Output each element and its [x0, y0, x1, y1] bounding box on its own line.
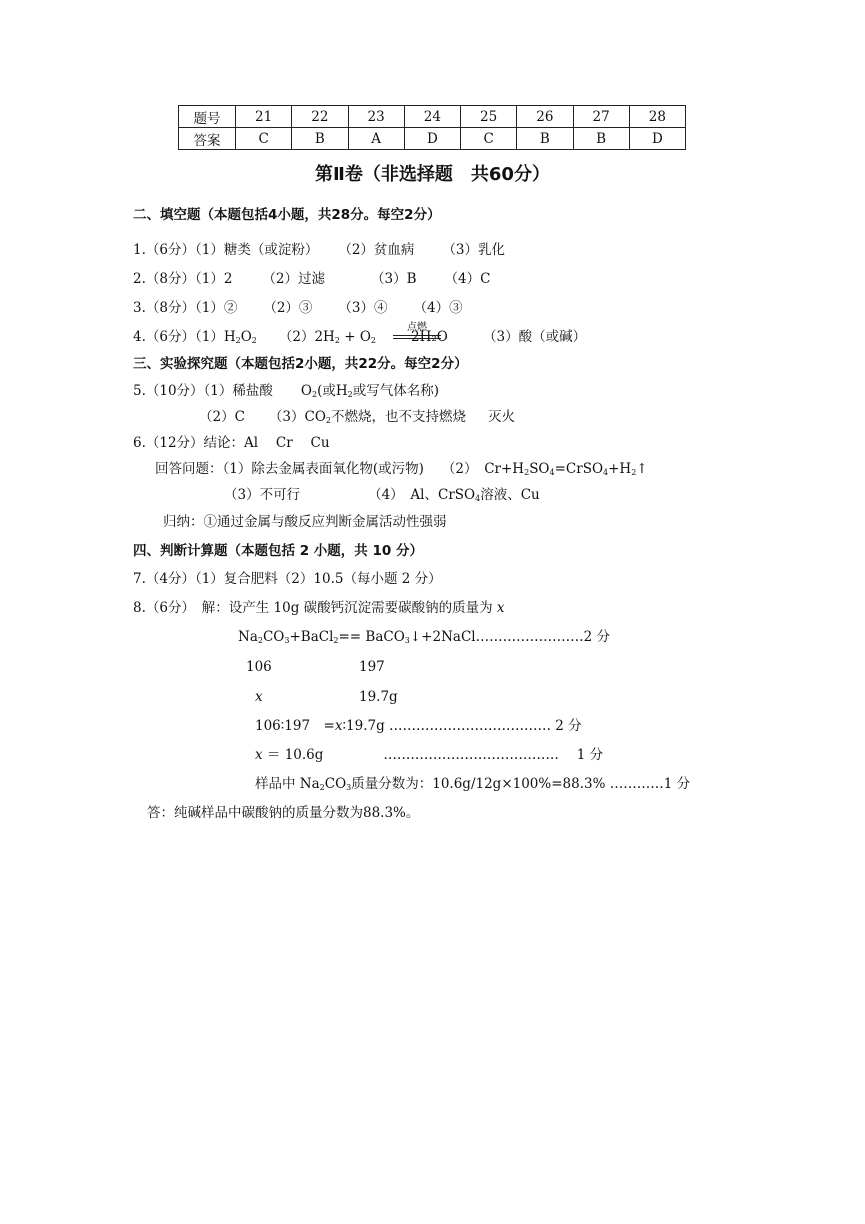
section-heading: 二、填空题（本题包括4小题，共28分。每空2分）: [133, 207, 441, 223]
answer-line-q6-3: （3）不可行 （4） Al、CrSO$_4$溶液、Cu: [224, 487, 540, 503]
reaction-product: 2H₂O: [411, 329, 448, 345]
table-cell: 28: [629, 106, 685, 128]
table-cell: D: [629, 128, 685, 150]
table-cell: 26: [517, 106, 573, 128]
percentage-line: 样品中 $Na_2CO_3$质量分数为：10.6g/12g×100%=88.3% …………1 分: [255, 776, 691, 792]
table-cell: C: [461, 128, 517, 150]
molar-mass-106: 106: [246, 659, 272, 675]
answer-text: （1）2: [194, 271, 233, 287]
answer-text: （3）乳化: [442, 242, 506, 258]
answer-line-q4: 4.（6分）$(1)H_2O_2$ $(2)2H_2 + O_2$: [133, 329, 376, 345]
question-number: 2.（8分）: [133, 271, 195, 287]
answer-text: （1）糖类（或淀粉）: [194, 242, 319, 258]
answer-text: （1）②: [194, 300, 238, 316]
answer-text: （2）③: [263, 300, 313, 316]
result-line: x ＝ 10.6g ………………………………… 1 分: [255, 747, 604, 763]
table-cell: C: [236, 128, 292, 150]
answer-text: （2）过滤: [262, 271, 326, 287]
table-row: [179, 128, 686, 150]
answer-text: （2）贫血病: [338, 242, 415, 258]
answer-table: [178, 105, 686, 150]
answer-line-q6: 6.（12分）结论：Al Cr Cu: [133, 435, 330, 451]
answer-line-q8: 8.（6分） 解：设产生 10g 碳酸钙沉淀需要碳酸钠的质量为 x: [133, 600, 505, 616]
final-answer: 答：纯碱样品中碳酸钠的质量分数为88.3%。: [147, 805, 420, 821]
section-heading: 三、实验探究题（本题包括2小题，共22分。每空2分）: [133, 356, 468, 372]
table-cell: 24: [404, 106, 460, 128]
answer-text: （4）③: [413, 300, 463, 316]
table-cell: A: [348, 128, 404, 150]
question-number: 1.（6分）: [133, 242, 195, 258]
answer-text: （4）C: [444, 271, 491, 287]
chemical-equation: $Na_2CO_3+BaCl_2==$ BaCO$_3$↓+2NaCl……………………2 分: [238, 629, 610, 645]
table-cell: B: [573, 128, 629, 150]
table-cell: D: [404, 128, 460, 150]
table-cell: B: [292, 128, 348, 150]
condition-label: 点燃: [407, 322, 427, 333]
table-cell: B: [517, 128, 573, 150]
table-cell: 23: [348, 106, 404, 128]
table-row: [179, 106, 686, 128]
answer-line-q6-4: 归纳：①通过金属与酸反应判断金属活动性强弱: [163, 514, 447, 530]
answer-line-q1: [133, 241, 505, 259]
ratio-line: 106∶197 =x∶19.7g ……………………………… 2 分: [255, 718, 582, 734]
answer-line-q5-2: （2）C $(3)CO_2$不燃烧，也不支持燃烧 灭火: [199, 409, 516, 425]
known-mass: 19.7g: [359, 689, 398, 705]
answer-text: （3）④: [338, 300, 388, 316]
answer-text: （3）B: [371, 271, 417, 287]
answer-line-q3: [133, 299, 463, 317]
table-cell: 27: [573, 106, 629, 128]
answer-text: （3）酸（或碱）: [483, 329, 587, 345]
molar-mass-197: 197: [359, 659, 385, 675]
answer-line-q5: 5.（10分）（1）稀盐酸 $O_2$(或$H_2$或写气体名称): [133, 383, 439, 399]
page-title: 第Ⅱ卷（非选择题 共60分）: [315, 164, 550, 185]
section-heading: 四、判断计算题（本题包括 2 小题，共 10 分）: [133, 543, 423, 559]
table-cell: 25: [461, 106, 517, 128]
answer-line-q6-2: 回答问题：（1）除去金属表面氧化物(或污物) （2） $Cr+H_2SO_4=CrSO_4+H_2↑$: [155, 461, 648, 477]
table-header-answer: 答案: [179, 128, 236, 150]
answer-line-q2: [133, 270, 490, 288]
question-number: 4.（6分）: [133, 329, 195, 345]
table-cell: 21: [236, 106, 292, 128]
answer-line-q7: 7.（4分）（1）复合肥料（2）10.5（每小题 2 分）: [133, 571, 442, 587]
table-header-number: 题号: [179, 106, 236, 128]
table-cell: 22: [292, 106, 348, 128]
question-number: 3.（8分）: [133, 300, 195, 316]
unknown-variable: x: [255, 689, 263, 705]
question-number: 5.（10分）: [133, 383, 204, 399]
